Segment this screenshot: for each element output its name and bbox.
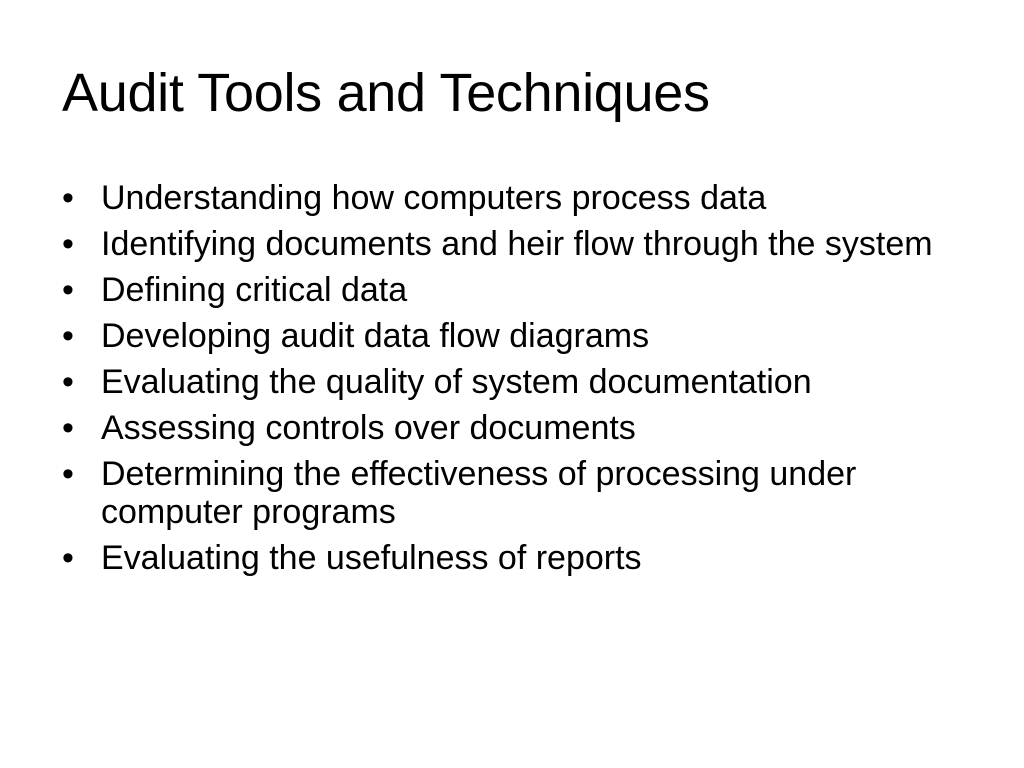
bullet-text: Determining the effectiveness of processing under computer programs: [101, 455, 857, 531]
bullet-dot-icon: •: [62, 179, 74, 217]
bullet-item: [62, 271, 962, 309]
bullet-dot-icon: •: [62, 271, 74, 309]
bullet-item: [62, 363, 962, 401]
bullet-item: [62, 225, 962, 263]
bullet-item: [62, 539, 962, 577]
bullet-text: Defining critical data: [101, 271, 408, 309]
bullet-dot-icon: •: [62, 539, 74, 577]
bullet-dot-icon: •: [62, 225, 74, 263]
bullet-item: [62, 179, 962, 217]
bullet-dot-icon: •: [62, 317, 74, 355]
bullet-dot-icon: •: [62, 455, 74, 493]
bullet-item: [62, 317, 962, 355]
bullet-text: Evaluating the quality of system documentation: [101, 363, 812, 401]
bullet-item: [62, 409, 962, 447]
bullet-item: [62, 455, 962, 531]
bullet-text: Understanding how computers process data: [101, 179, 767, 217]
bullet-text: Developing audit data flow diagrams: [101, 317, 650, 355]
bullet-dot-icon: •: [62, 363, 74, 401]
bullet-list: [62, 179, 962, 585]
bullet-text: Identifying documents and heir flow through the system: [101, 225, 933, 263]
slide-title: Audit Tools and Techniques: [62, 63, 710, 123]
bullet-text: Evaluating the usefulness of reports: [101, 539, 642, 577]
bullet-dot-icon: •: [62, 409, 74, 447]
bullet-text: Assessing controls over documents: [101, 409, 636, 447]
